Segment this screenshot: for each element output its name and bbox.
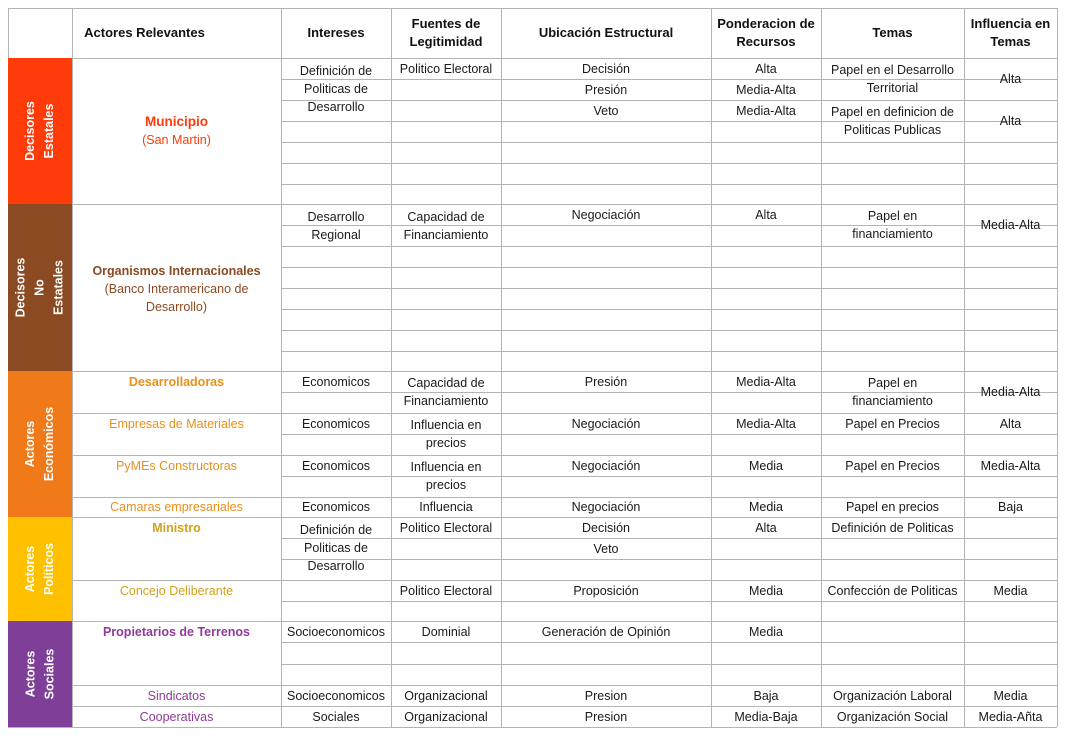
cell-ubicacion: Negociación <box>571 458 641 473</box>
gridline <box>281 642 1057 643</box>
cell-ubicacion: Presión <box>584 374 628 389</box>
cell-intereses: Economicos <box>301 458 371 473</box>
actor-empresas-de-materiales: Empresas de Materiales <box>109 416 244 431</box>
cell-ubicacion: Presion <box>584 688 628 703</box>
cell-ponderacion: Media <box>748 583 784 598</box>
cell-intereses: Economicos <box>301 500 371 514</box>
cell-influencia: Media <box>993 688 1028 703</box>
gridline <box>281 351 1057 352</box>
cell-ubicacion: Decisión <box>582 520 630 535</box>
cell-temas: Papel en precios <box>845 500 940 514</box>
cell-ubicacion: Proposición <box>573 583 639 598</box>
cell-influencia: Media-Añta <box>978 709 1043 724</box>
gridline <box>281 664 1057 665</box>
cell-ponderacion: Alta <box>755 520 777 535</box>
cell-intereses: Sociales <box>312 709 360 724</box>
actor-name: Organismos Internacionales <box>92 264 261 278</box>
category-actores-sociales: Actores Sociales <box>8 621 72 727</box>
cell-fuentes: Influencia en precios <box>410 418 482 450</box>
actor-organismos-internacionales <box>72 258 281 320</box>
gridline <box>281 288 1057 289</box>
cell-fuentes: Politico Electoral <box>399 520 493 535</box>
cell-ponderacion: Media <box>748 500 784 514</box>
cell-ponderacion: Media-Baja <box>734 709 798 724</box>
gridline <box>281 184 1057 185</box>
cell-ubicacion: Veto <box>593 103 619 118</box>
cell-fuentes: Capacidad de Financiamiento <box>403 376 489 408</box>
cell-fuentes: Influencia en precios <box>410 460 482 492</box>
category-decisores-no-estatales: Decisores No Estatales <box>8 204 72 371</box>
cell-fuentes: Capacidad de Financiamiento <box>403 210 489 242</box>
header-temas: Temas <box>872 25 913 40</box>
cell-intereses: Definición de Politicas de Desarrollo <box>299 523 373 573</box>
header-intereses: Intereses <box>307 25 365 40</box>
category-decisores-estatales: Decisores Estatales <box>8 58 72 204</box>
cell-temas: Confección de Politicas <box>827 583 958 598</box>
header-influencia: Influencia en Temas <box>970 16 1051 49</box>
cell-temas: Organización Laboral <box>833 688 952 703</box>
actor-ministro: Ministro <box>152 520 201 535</box>
cell-fuentes: Dominial <box>421 624 471 639</box>
actor-sindicatos: Sindicatos <box>147 688 206 703</box>
cell-ponderacion: Media-Alta <box>736 82 796 97</box>
actor-propietarios-de-terrenos: Propietarios de Terrenos <box>102 624 251 639</box>
gridline <box>391 8 392 727</box>
actor-camaras-empresariales: Camaras empresariales <box>110 500 243 514</box>
cell-fuentes: Politico Electoral <box>399 61 493 76</box>
cell-influencia: Media-Alta <box>980 385 1041 399</box>
cell-temas: Papel en el Desarrollo Territorial <box>831 63 954 95</box>
cell-influencia: Media-Alta <box>980 218 1041 232</box>
header-actores: Actores Relevantes <box>84 25 205 40</box>
gridline <box>1057 8 1058 727</box>
cell-ponderacion: Media <box>748 624 784 639</box>
gridline <box>281 267 1057 268</box>
cell-ponderacion: Baja <box>753 688 779 703</box>
gridline <box>281 330 1057 331</box>
actor-desarrolladoras: Desarrolladoras <box>128 374 225 389</box>
cell-ponderacion: Media-Alta <box>736 103 796 118</box>
header-ponderacion: Ponderacion de Recursos <box>717 16 815 49</box>
actor-subtitle: (San Martin) <box>142 133 211 147</box>
actor-cooperativas: Cooperativas <box>139 709 214 724</box>
cell-influencia: Alta <box>999 114 1022 128</box>
cell-influencia: Baja <box>997 500 1024 514</box>
cell-intereses: Definición de Politicas de Desarrollo <box>299 64 373 114</box>
actor-pymes-constructoras: PyMEs Constructoras <box>116 458 237 473</box>
cell-fuentes: Politico Electoral <box>399 583 493 598</box>
cell-temas: Papel en Precios <box>845 416 940 431</box>
cell-intereses: Economicos <box>301 416 371 431</box>
gridline <box>8 727 1057 728</box>
cell-ubicacion: Negociación <box>571 416 641 431</box>
cell-temas: Definición de Politicas <box>831 520 954 535</box>
cell-ponderacion: Media-Alta <box>736 374 796 389</box>
cell-temas: Organización Social <box>836 709 949 724</box>
category-actores-politicos: Actores Políticos <box>8 517 72 621</box>
cell-intereses: Socioeconomicos <box>287 688 385 703</box>
cell-intereses: Desarrollo Regional <box>307 210 365 242</box>
cell-ubicacion: Decisión <box>582 61 630 76</box>
actor-concejo-deliberante: Concejo Deliberante <box>119 583 234 598</box>
cell-temas: Papel en Precios <box>845 458 940 473</box>
cell-influencia: Alta <box>999 416 1022 431</box>
cell-intereses: Economicos <box>301 374 371 389</box>
header-ubicacion: Ubicación Estructural <box>538 25 674 40</box>
header-fuentes: Fuentes de Legitimidad <box>409 16 483 49</box>
cell-influencia: Alta <box>999 72 1022 86</box>
cell-fuentes: Organizacional <box>404 688 488 703</box>
cell-influencia: Media <box>993 583 1028 598</box>
cell-ponderacion: Alta <box>755 61 777 76</box>
cell-ubicacion: Presión <box>584 82 628 97</box>
category-actores-economicos: Actores Económicos <box>8 371 72 517</box>
gridline <box>281 309 1057 310</box>
cell-temas: Papel en financiamiento <box>852 209 933 241</box>
gridline <box>281 559 1057 560</box>
cell-ponderacion: Media-Alta <box>736 416 796 431</box>
actor-name: Municipio <box>145 114 208 129</box>
cell-ponderacion: Media <box>748 458 784 473</box>
cell-ubicacion: Presion <box>584 709 628 724</box>
gridline <box>281 142 1057 143</box>
cell-intereses: Socioeconomicos <box>287 624 385 639</box>
cell-ubicacion: Veto <box>593 541 619 556</box>
cell-influencia: Media-Alta <box>980 458 1041 473</box>
gridline <box>281 246 1057 247</box>
cell-ponderacion: Alta <box>755 207 777 222</box>
gridline <box>281 163 1057 164</box>
gridline <box>281 601 1057 602</box>
cell-ubicacion: Negociación <box>571 500 641 514</box>
cell-temas: Papel en financiamiento <box>852 376 933 408</box>
cell-fuentes: Influencia <box>419 500 473 514</box>
cell-fuentes: Organizacional <box>404 709 488 724</box>
cell-temas: Papel en definicion de Politicas Publicas <box>830 105 954 137</box>
actor-municipio <box>72 108 281 154</box>
cell-ubicacion: Negociación <box>571 207 641 222</box>
cell-ubicacion: Generación de Opinión <box>541 624 671 639</box>
actor-subtitle: (Banco Interamericano de Desarrollo) <box>104 282 249 314</box>
